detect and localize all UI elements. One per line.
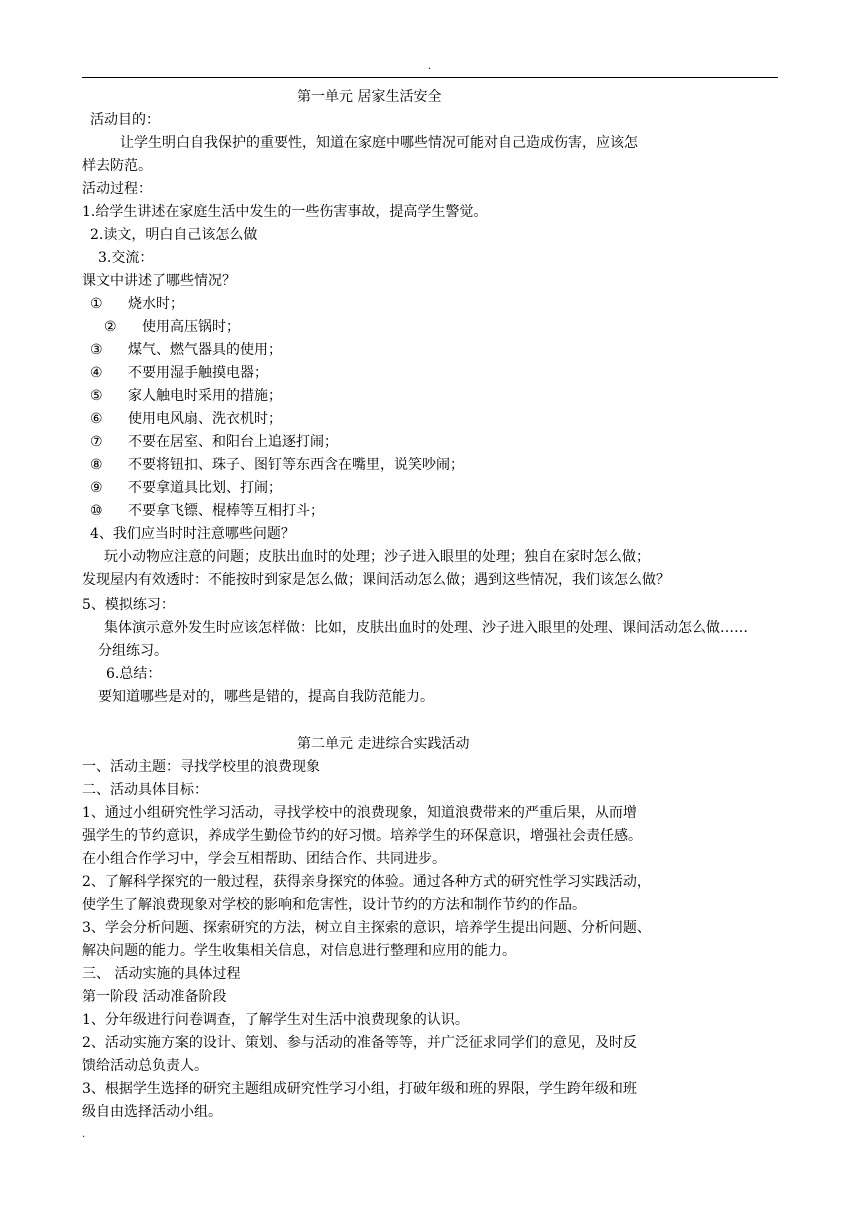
header-mark: . xyxy=(428,61,432,72)
list-item-number: ① xyxy=(90,296,103,312)
unit2-goal2-line1: 2、了解科学探究的一般过程，获得亲身探究的体验。通过各种方式的研究性学习实践活动， xyxy=(82,874,651,890)
unit1-question: 课文中讲述了哪些情况？ xyxy=(82,273,236,289)
list-item xyxy=(104,318,240,336)
unit2-goal2-line2: 使学生了解浪费现象对学校的影响和危害性，设计节约的方法和制作节约的作品。 xyxy=(82,897,586,913)
list-item xyxy=(90,364,268,382)
list-item-number: ⑥ xyxy=(90,411,103,427)
list-item-number: ③ xyxy=(90,342,103,358)
unit2-goal1-line3: 在小组合作学习中，学会互相帮助、团结合作、共同进步。 xyxy=(82,851,446,867)
unit2-s1-line1: 1、分年级进行问卷调查，了解学生对生活中浪费现象的认识。 xyxy=(82,1012,469,1028)
list-item-text: 不要将钮扣、珠子、图钉等东西含在嘴里，说笑吵闹； xyxy=(128,457,464,473)
unit2-s2-line1: 2、活动实施方案的设计、策划、参与活动的准备等等，并广泛征求同学们的意见，及时反 xyxy=(82,1035,637,1051)
unit1-step1: 1.给学生讲述在家庭生活中发生的一些伤害事故，提高学生警觉。 xyxy=(82,204,488,220)
list-item-number: ⑩ xyxy=(90,503,103,519)
unit1-step6: 6.总结： xyxy=(106,666,162,682)
list-item-text: 使用高压锅时； xyxy=(142,319,240,335)
unit1-step6-line1: 要知道哪些是对的，哪些是错的，提高自我防范能力。 xyxy=(98,689,434,705)
list-item-number: ⑧ xyxy=(90,457,103,473)
unit1-purpose-line2: 样去防范。 xyxy=(82,158,152,174)
list-item xyxy=(90,479,282,497)
unit1-purpose-label: 活动目的： xyxy=(90,112,160,128)
list-item-text: 不要拿道具比划、打闹； xyxy=(128,480,282,496)
unit1-purpose-line1: 让学生明白自我保护的重要性，知道在家庭中哪些情况可能对自己造成伤害，应该怎 xyxy=(120,135,638,151)
unit2-goal1-line2: 强学生的节约意识，养成学生勤俭节约的好习惯。培养学生的环保意识，增强社会责任感。 xyxy=(82,828,642,844)
list-item-text: 家人触电时采用的措施； xyxy=(128,388,282,404)
unit1-process-label: 活动过程： xyxy=(82,181,152,197)
list-item xyxy=(90,433,338,451)
unit1-step4: 4、我们应当时时注意哪些问题？ xyxy=(90,526,295,542)
unit2-goal3-line2: 解决问题的能力。学生收集相关信息，对信息进行整理和应用的能力。 xyxy=(82,943,516,959)
list-item-number: ② xyxy=(104,319,117,335)
unit2-s2-line2: 馈给活动总负责人。 xyxy=(82,1058,208,1074)
list-item-text: 使用电风扇、洗衣机时； xyxy=(128,411,282,427)
list-item-text: 不要拿飞镖、棍棒等互相打斗； xyxy=(128,503,324,519)
list-item xyxy=(90,502,324,520)
list-item-number: ⑦ xyxy=(90,434,103,450)
list-item xyxy=(90,341,282,359)
unit1-title: 第一单元 居家生活安全 xyxy=(297,89,442,105)
unit2-title: 第二单元 走进综合实践活动 xyxy=(297,736,470,752)
list-item-number: ④ xyxy=(90,365,103,381)
footer-mark: . xyxy=(82,1129,86,1140)
list-item-text: 烧水时； xyxy=(128,296,184,312)
list-item-number: ⑨ xyxy=(90,480,103,496)
unit2-goal1-line1: 1、通过小组研究性学习活动，寻找学校中的浪费现象，知道浪费带来的严重后果，从而增 xyxy=(82,805,637,821)
unit1-step5-line1: 集体演示意外发生时应该怎样做：比如，皮肤出血时的处理、沙子进入眼里的处理、课间活动怎么做…… xyxy=(104,620,748,636)
list-item xyxy=(90,295,184,313)
list-item-text: 不要用湿手触摸电器； xyxy=(128,365,268,381)
unit2-goals-label: 二、活动具体目标： xyxy=(82,782,208,798)
header-rule xyxy=(82,77,778,78)
list-item-text: 煤气、燃气器具的使用； xyxy=(128,342,282,358)
unit2-s3-line1: 3、根据学生选择的研究主题组成研究性学习小组，打破年级和班的界限，学生跨年级和班 xyxy=(82,1081,637,1097)
list-item xyxy=(90,387,282,405)
list-item xyxy=(90,456,464,474)
unit1-step5: 5、模拟练习： xyxy=(82,597,175,613)
unit2-process-label: 三、 活动实施的具体过程 xyxy=(82,966,241,982)
unit2-goal3-line1: 3、学会分析问题、探索研究的方法，树立自主探索的意识，培养学生提出问题、分析问题、 xyxy=(82,920,651,936)
list-item xyxy=(90,410,282,428)
list-item-number: ⑤ xyxy=(90,388,103,404)
unit1-step3: 3.交流： xyxy=(98,250,154,266)
unit1-step5-line2: 分组练习。 xyxy=(98,643,168,659)
list-item-text: 不要在居室、和阳台上追逐打闹； xyxy=(128,434,338,450)
unit1-step4-line2: 发现屋内有效透时：不能按时到家是怎么做；课间活动怎么做；遇到这些情况，我们该怎么做？ xyxy=(82,572,670,588)
unit2-stage1: 第一阶段 活动准备阶段 xyxy=(82,989,227,1005)
unit1-step4-line1: 玩小动物应注意的问题；皮肤出血时的处理；沙子进入眼里的处理；独自在家时怎么做； xyxy=(104,549,650,565)
unit2-s3-line2: 级自由选择活动小组。 xyxy=(82,1104,222,1120)
unit1-step2: 2.读文，明白自己该怎么做 xyxy=(90,227,258,243)
unit2-theme: 一、活动主题：寻找学校里的浪费现象 xyxy=(82,759,320,775)
